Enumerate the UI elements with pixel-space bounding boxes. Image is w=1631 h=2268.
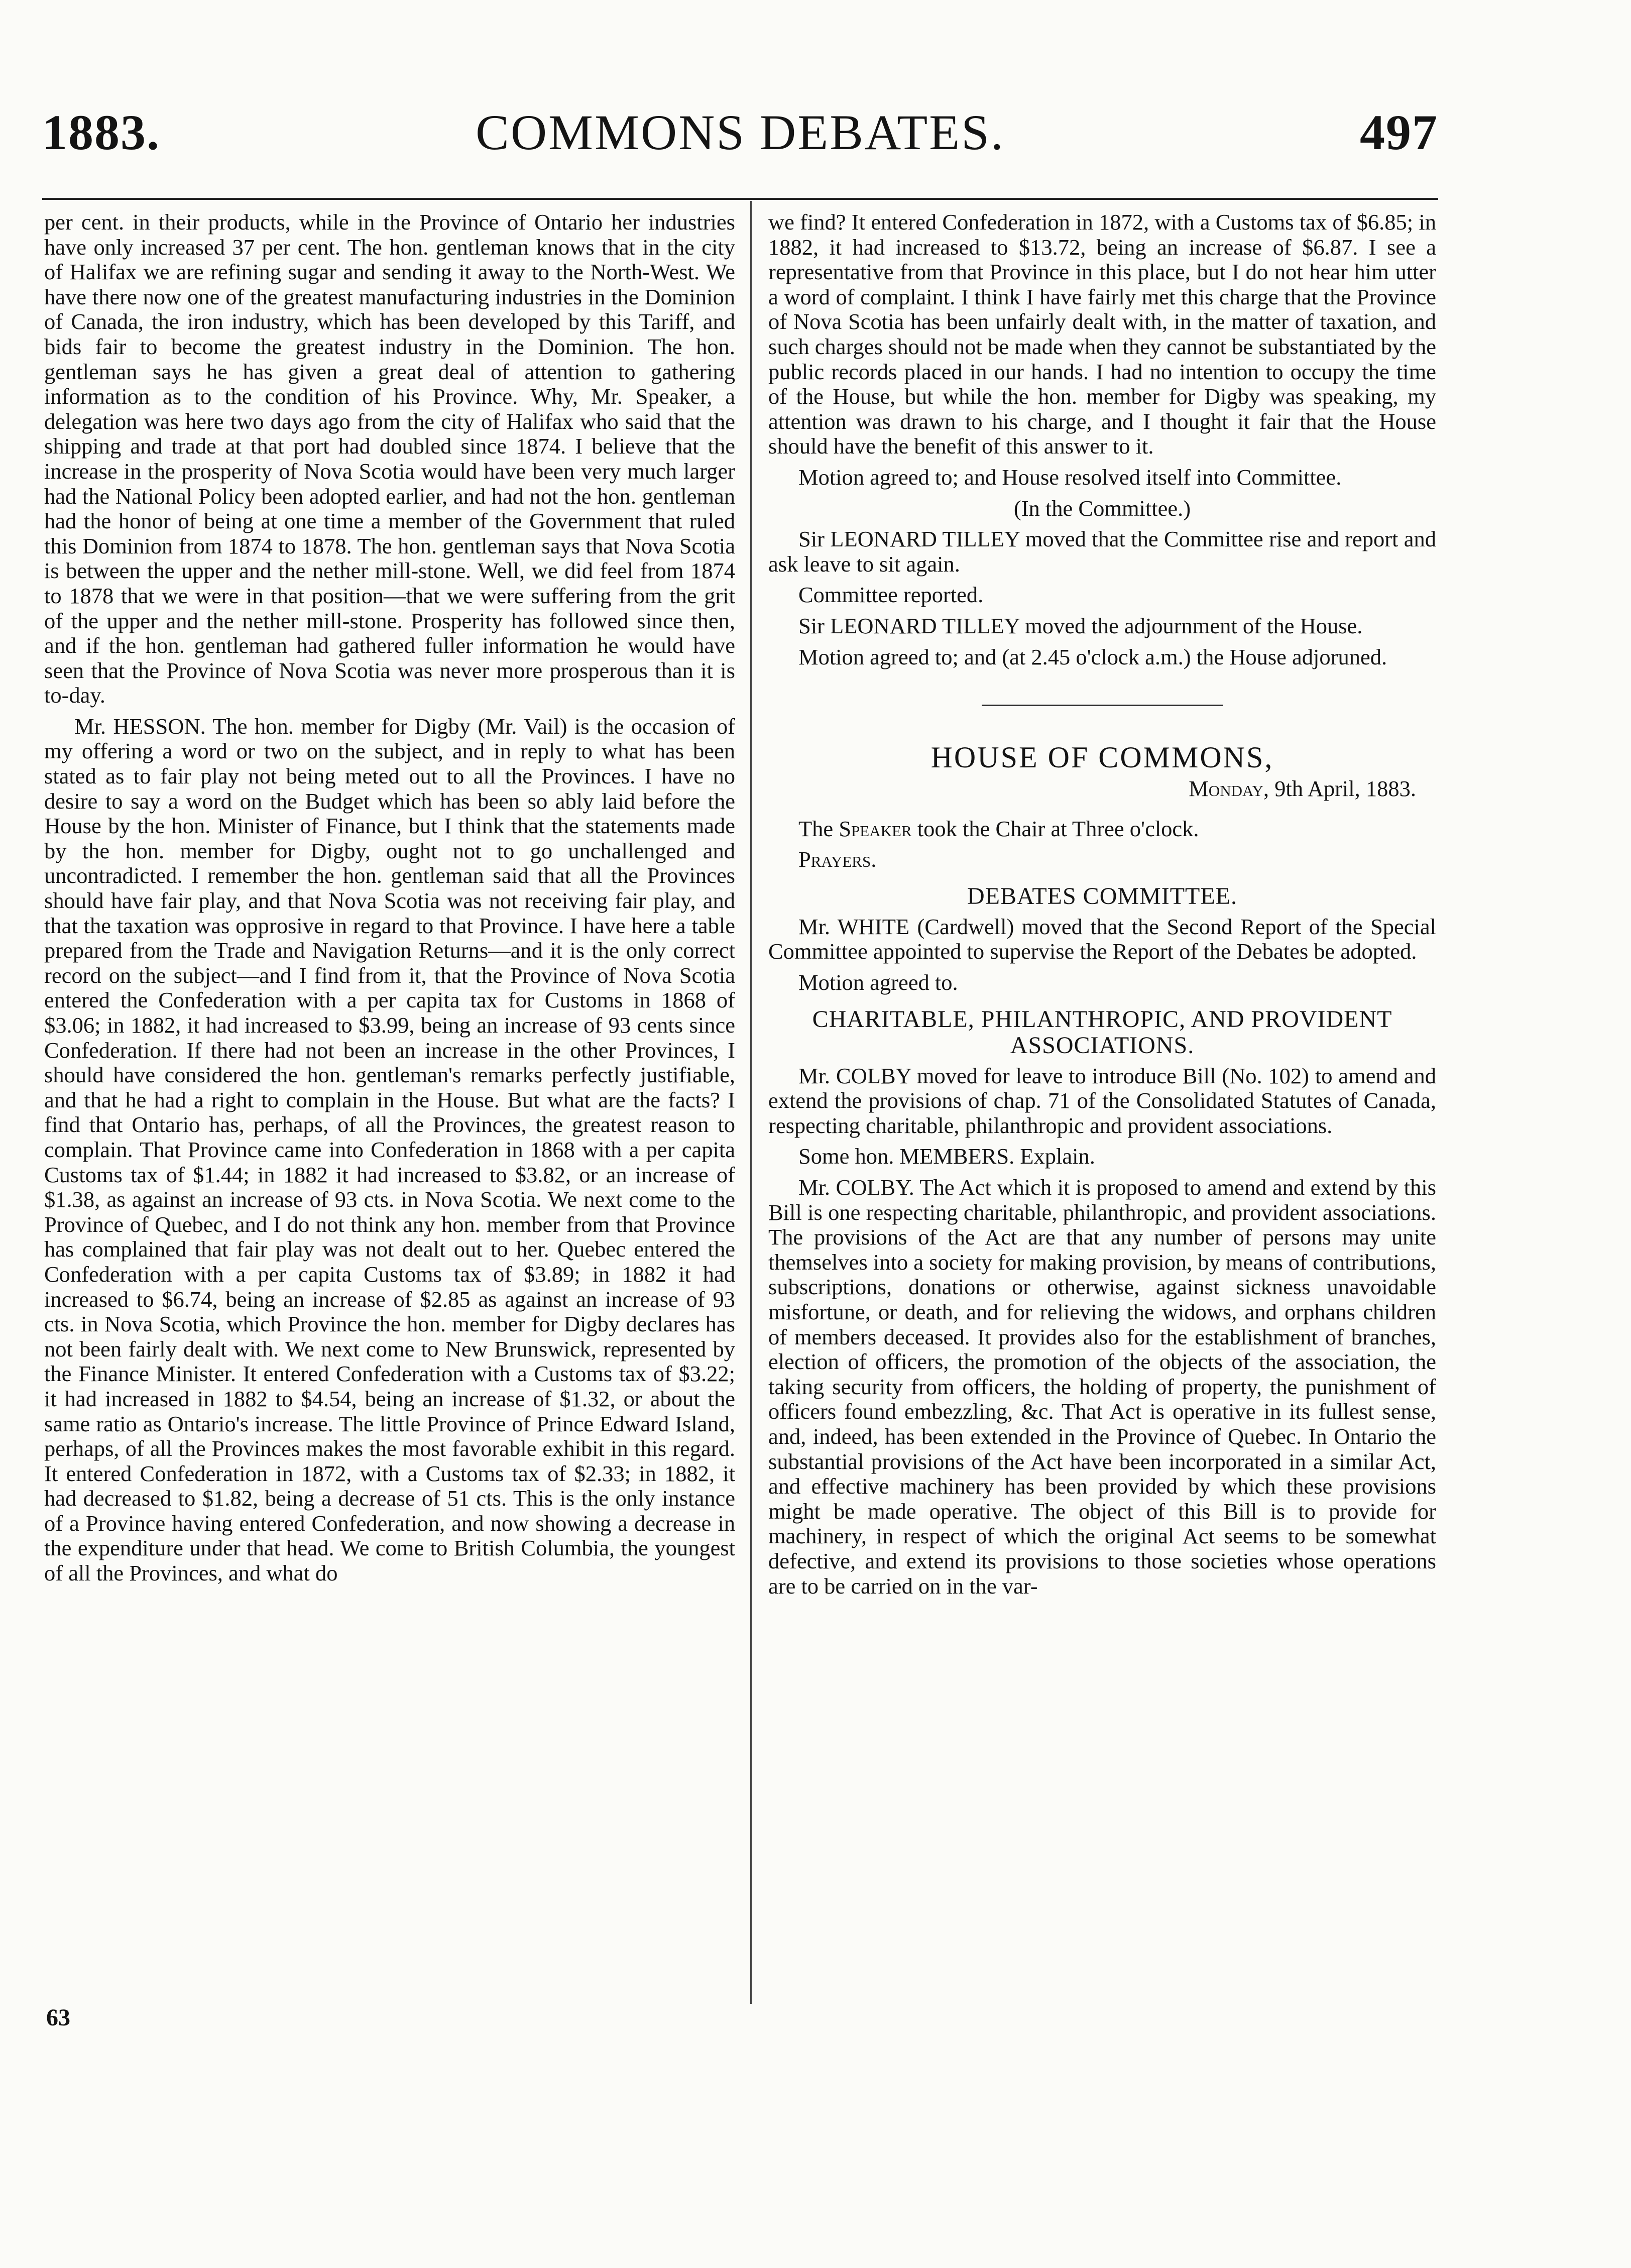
speaker-word: Speaker — [839, 816, 912, 841]
header-year: 1883. — [42, 104, 160, 160]
right-paragraph-1: we find? It entered Confederation in 1872, with a Customs tax of $6.85; in 1882, it had increased to $13.72, being an increase of $6.87. I see a representative from that Province in this place, but I do not hear him utter a word of complaint. I think I have fairly met this charge that the Province of Nova Scotia has been unfairly dealt with, in the matter of taxation, and such charges should not be made when they cannot be substantiated by the public records placed in our hands. I had no intention to occupy the time of the House, but while the hon. member for Digby was speaking, my attention was drawn to his charge, and I thought it fair that the House should have the benefit of this answer to it. — [768, 209, 1436, 459]
right-paragraph-tilley-rise: Sir LEONARD TILLEY moved that the Committee rise and report and ask leave to sit again. — [768, 526, 1436, 577]
right-paragraph-colby-speech: Mr. COLBY. The Act which it is proposed to amend and extend by this Bill is one respecting charitable, philanthropic, and provident associations. The provisions of the Act are that any number of persons may unite themselves into a society for making provision, by means of contributions, subscriptions, donations or otherwise, against sickness unavoidable misfortune, or death, and for relieving the widows, and orphans children of members deceased. It provides also for the establishment of branches, election of officers, the promotion of the objects of the association, the taking security from officers, the holding of property, the punishment of officers found embezzling, &c. That Act is operative in its fullest sense, and, indeed, has been extended in the Province of Quebec. In Ontario the substantial provisions of the Act have been incorporated in a similar Act, and effective machinery has been provided by which these provisions might be made operative. The object of this Bill is to provide for machinery, in respect of which the original Act seems to be somewhat defective, and extend its provisions to those societies whose operations are to be carried on in the var- — [768, 1175, 1436, 1599]
section-rule — [982, 705, 1223, 706]
debates-committee-heading: DEBATES COMMITTEE. — [967, 882, 1237, 910]
speaker-pre: The — [798, 816, 839, 841]
right-paragraph-white: Mr. WHITE (Cardwell) moved that the Second Report of the Special Committee appointed to supervise the Report of the Debates be adopted. — [768, 914, 1436, 964]
right-paragraph-explain: Some hon. MEMBERS. Explain. — [798, 1144, 1095, 1169]
sitting-day: Monday, — [1189, 776, 1269, 802]
right-paragraph-motion: Motion agreed to; and House resolved itself into Committee. — [798, 464, 1342, 490]
header-page-number: 497 — [1360, 104, 1438, 160]
in-committee: (In the Committee.) — [1013, 495, 1191, 521]
sitting-date-rest: 9th April, 1883. — [1274, 776, 1416, 802]
right-paragraph-committee-reported: Committee reported. — [798, 582, 984, 608]
right-paragraph-motion-agreed: Motion agreed to. — [798, 970, 958, 995]
header-rule — [42, 198, 1438, 200]
speaker-post: took the Chair at Three o'clock. — [911, 816, 1199, 841]
right-paragraph-adjourned: Motion agreed to; and (at 2.45 o'clock a.m.) the House adjoruned. — [798, 644, 1387, 669]
right-paragraph-colby-moved: Mr. COLBY moved for leave to introduce Bill (No. 102) to amend and extend the provisions of chap. 71 of the Consolidated Statutes of Canada, respecting charitable, philanthropic and provident associations. — [768, 1063, 1436, 1138]
prayers: Prayers. — [798, 847, 877, 872]
charitable-heading: CHARITABLE, PHILANTHROPIC, AND PROVIDENT ASSOCIATIONS. — [812, 1005, 1392, 1059]
left-paragraph-1: per cent. in their products, while in the Province of Ontario her industries have only increased 37 per cent. The hon. gentleman knows that in the city of Halifax we are refining sugar and sending it away to the North-West. We have there now one of the greatest manufacturing industries in the Dominion of Canada, the iron industry, which has been developed by this Tariff, and bids fair to become the greatest industry in the Dominion. The hon. gentleman says he has given a great deal of attention to gathering information as to the condition of his Province. Why, Mr. Speaker, a delegation was here two days ago from the city of Halifax who said that the shipping and trade at that port had doubled since 1874. I believe that the increase in the prosperity of Nova Scotia would have been very much larger had the National Policy been adopted earlier, and had not the hon. gentleman had the honor of being at one time a member of the Government that ruled this Dominion from 1874 to 1878. The hon. gentleman says that Nova Scotia is between the upper and the nether mill-stone. Well, we did feel from 1874 to 1878 that we were in that position—that we were suffering from the grit of the upper and the nether mill-stone. Prosperity has followed since then, and if the hon. gentleman had gathered fuller information he would have seen that the Province of Nova Scotia was never more prosperous than it is to-day. — [44, 209, 735, 708]
right-column — [768, 210, 1436, 1605]
speaker-took-chair — [768, 817, 1436, 842]
left-paragraph-hesson: Mr. HESSON. The hon. member for Digby (Mr. Vail) is the occasion of my offering a word or two on the subject, and in reply to what has been stated as to fair play not being meted out to all the Provinces. I have no desire to say a word on the Budget which has been so ably laid before the House by the hon. Minister of Finance, but I think that the statements made by the hon. member for Digby, ought not to go unchallenged and uncontradicted. I remember the hon. gentleman said that all the Provinces should have fair play, and that Nova Scotia was not receiving fair play, and that the taxation was opprosive in regard to that Province. I have here a table prepared from the Trade and Navigation Returns—and it is the only correct record on the subject—and I find from it, that the Province of Nova Scotia entered the Confederation with a per capita tax for Customs in 1868 of $3.06; in 1882, it had increased to $3.99, being an increase of 93 cents since Confederation. If there had not been an increase in the other Provinces, I should have considered the hon. gentleman's remarks perfectly justifiable, and that he had a right to complain in the House. But what are the facts? I find that Ontario has, perhaps, of all the Provinces, the greatest reason to complain. That Province came into Confederation in 1868 with a per capita Customs tax of $1.44; in 1882 it had increased to $3.82, or an increase of $1.38, as against an increase of 93 cts. in Nova Scotia. We next come to the Province of Quebec, and I do not think any hon. member from that Province has complained that fair play was not dealt out to her. Quebec entered the Confederation with a per capita Customs tax of $3.89; in 1882 it had increased to $6.74, being an increase of $2.85 as against an increase of 93 cts. in Nova Scotia, which Province the hon. member for Digby declares has not been fairly dealt with. We next come to New Brunswick, represented by the Finance Minister. It entered Confederation with a Customs tax of $3.22; it had increased in 1882 to $4.54, being an increase of $1.32, or about the same ratio as Ontario's increase. The little Province of Prince Edward Island, perhaps, of all the Provinces makes the most favorable exhibit in this regard. It entered Confederation in 1872, with a Customs tax of $2.33; in 1882, it had decreased to $1.82, being a decrease of 51 cts. This is the only instance of a Province having entered Confederation, and now showing a decrease in the expenditure under that head. We come to British Columbia, the youngest of all the Provinces, and what do — [44, 713, 735, 1586]
right-paragraph-tilley-adjourn: Sir LEONARD TILLEY moved the adjournment of the House. — [798, 613, 1363, 638]
sitting-date — [768, 776, 1416, 802]
page-header — [42, 104, 1438, 178]
left-column — [44, 210, 735, 1592]
signature-mark: 63 — [46, 2004, 70, 2031]
header-title: COMMONS DEBATES. — [476, 104, 1005, 160]
house-of-commons-heading: HOUSE OF COMMONS, — [930, 741, 1274, 774]
column-divider — [750, 201, 752, 2004]
